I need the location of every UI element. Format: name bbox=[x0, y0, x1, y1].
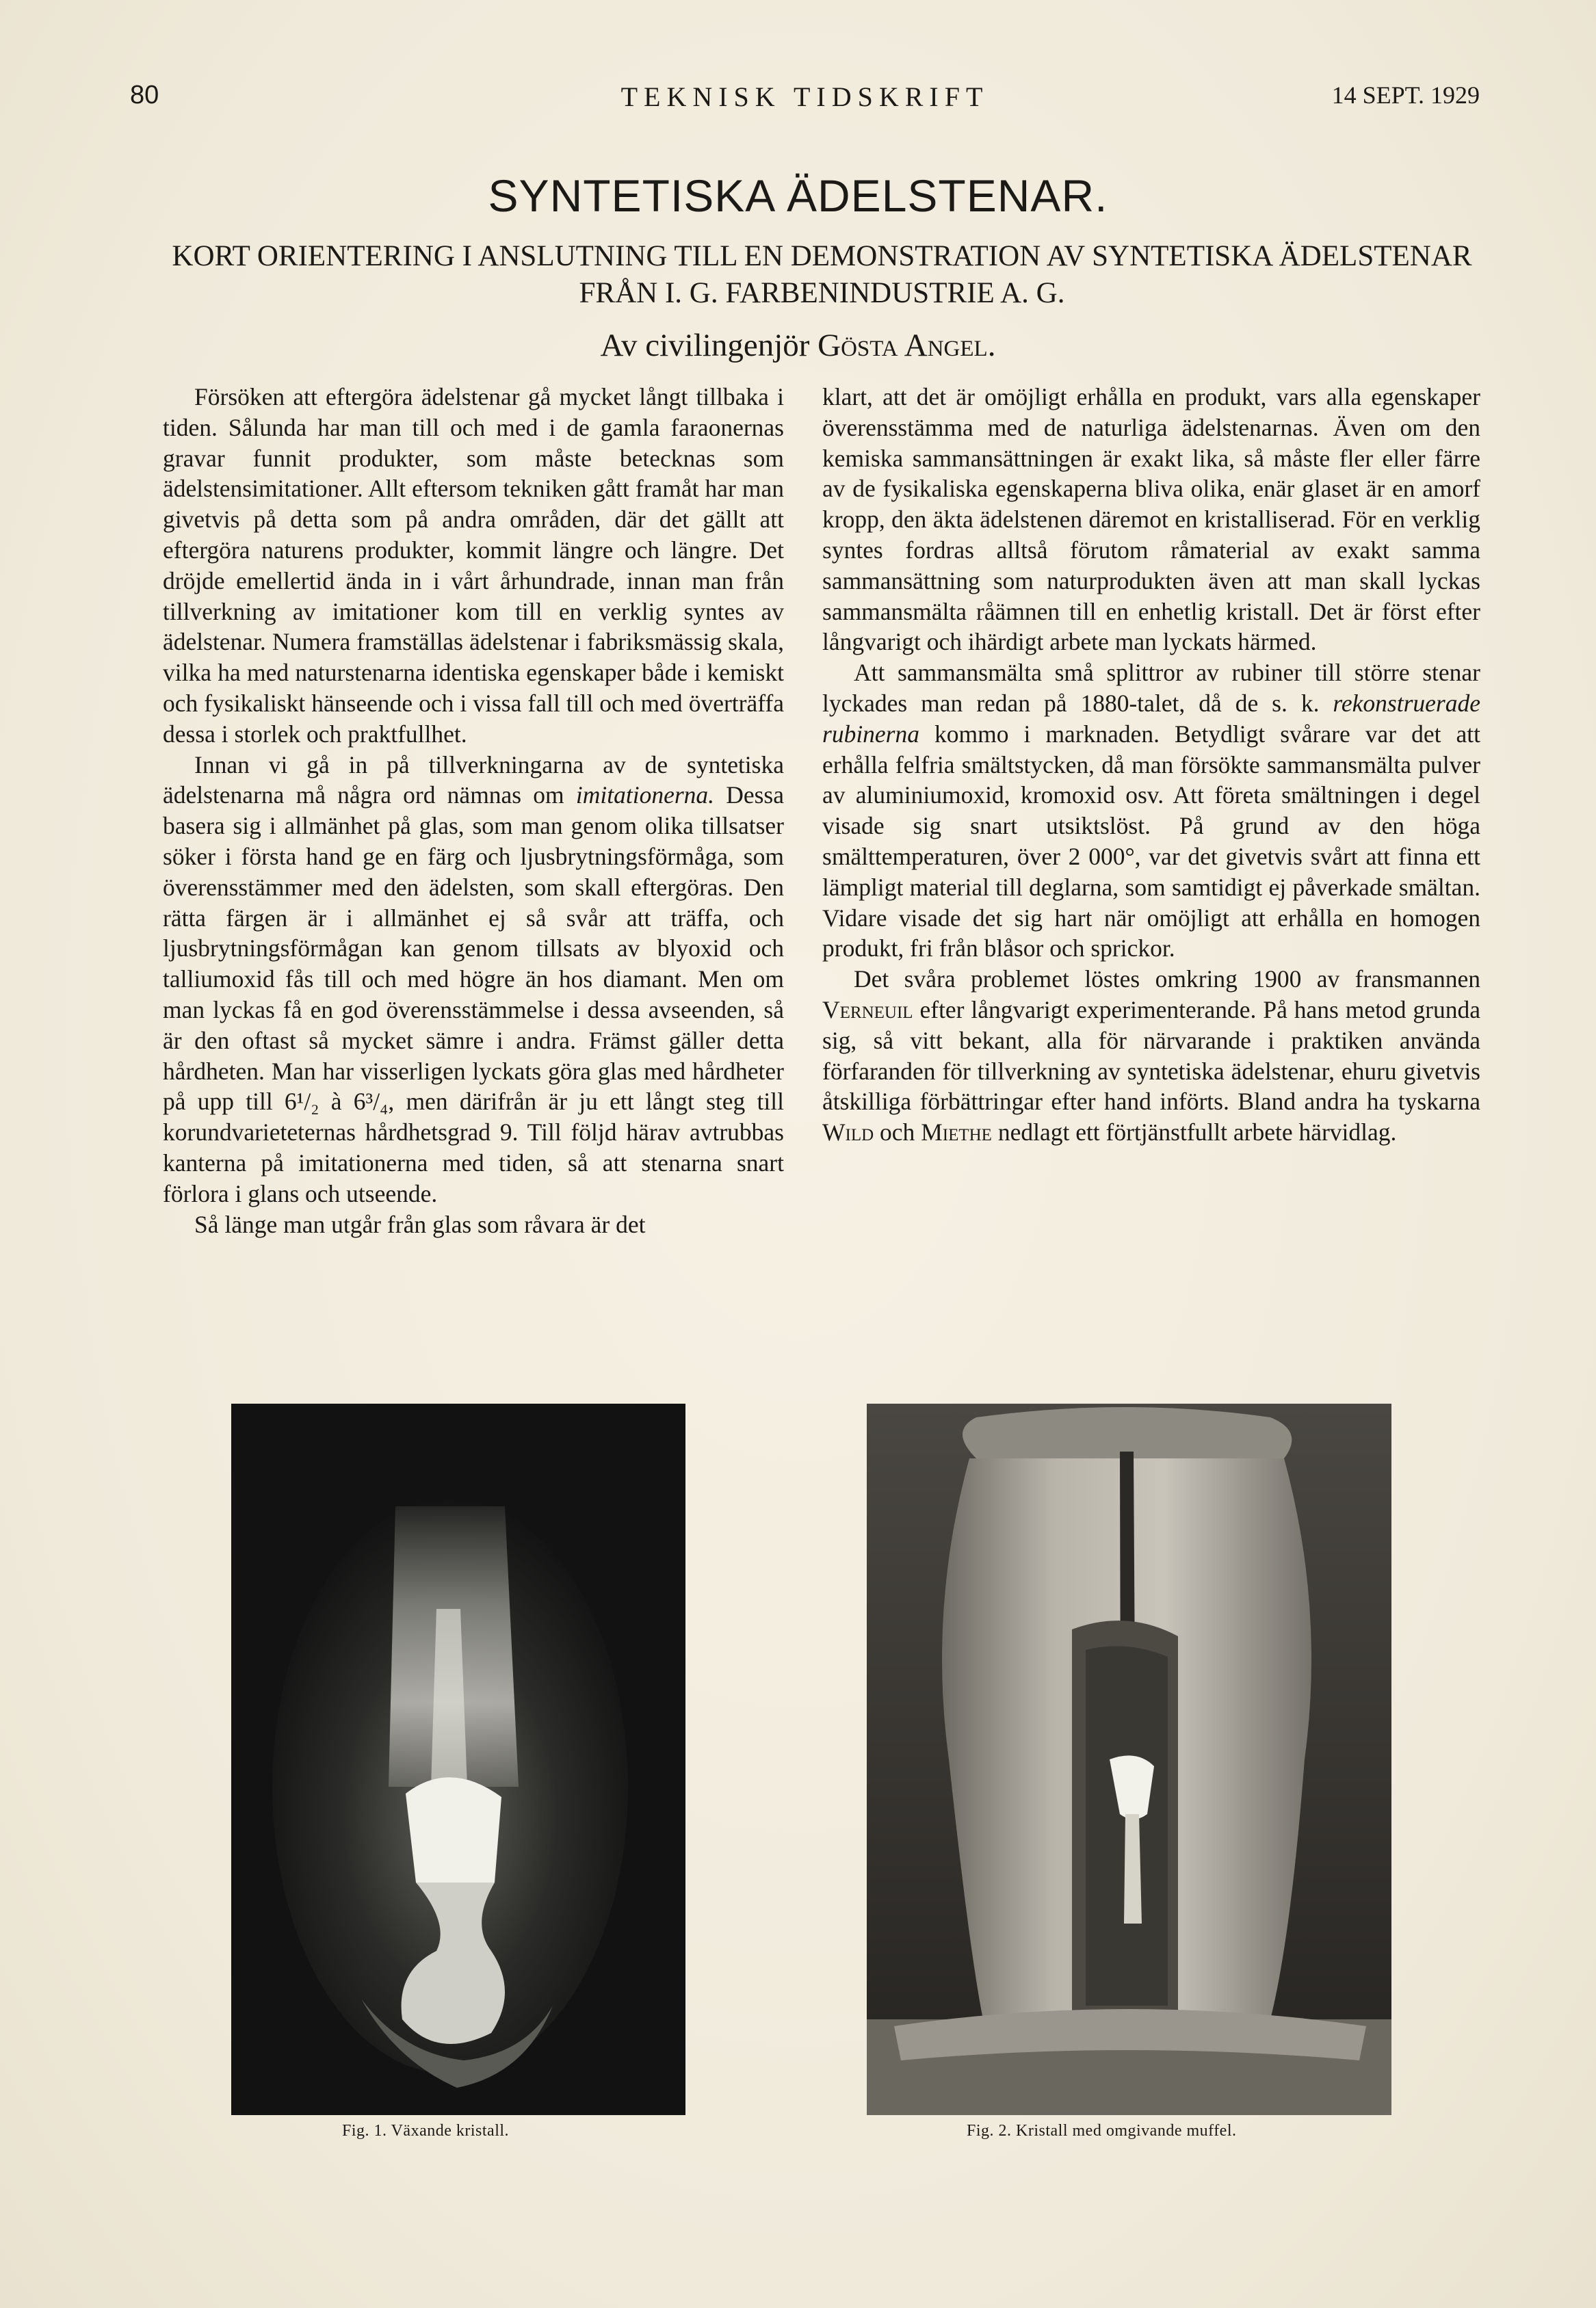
paragraph: klart, att det är omöjligt erhålla en produkt, vars alla egenskaper överensstämma med de naturliga ädelstenarnas. Även om den kemiska sammansättningen är exakt lika, så måste fler eller färre av de fysikaliska egenskaperna bliva olika, enär glaset är en amorf kropp, den äkta ädelstenen däremot en kristalliserad. För en verklig syntes fordras alltså förutom råmaterial av exakt samma sammansättning som naturprodukten även att man skall lyckas sammansmälta råämnen till en enhetlig kristall. Det är först efter långvarigt och ihärdigt arbete man lyckats härmed. bbox=[822, 383, 1480, 656]
article-subtitle: KORT ORIENTERING I ANSLUTNING TILL EN DEMONSTRATION AV SYNTETISKA ÄDELSTENAR FRÅN I. G. FARBENINDUSTRIE A. G. bbox=[172, 240, 1472, 309]
person-name: Wild bbox=[822, 1118, 874, 1146]
right-column bbox=[822, 382, 1480, 1148]
left-column bbox=[163, 382, 784, 1240]
paragraph: Att sammansmälta små splittror av rubiner till större stenar lyckades man redan på 1880-talet, då de s. k. rekonstruerade rubinerna kommo i marknaden. Betydligt svårare var det att erhålla felfria smältstycken, då man försökte sammansmälta pulver av aluminiumoxid, kromoxid osv. Att företa smältningen i degel visade sig snart utsiktslöst. På grund av den höga smälttemperaturen, över 2 000°, var det givetvis svårt att finna ett lämpligt material till deglarna, som samtidigt ej påverkade smältan. Vidare visade det sig hart när omöjligt att erhålla en homogen produkt, fri från blåsor och sprickor. bbox=[822, 659, 1480, 962]
issue-date bbox=[1332, 81, 1480, 109]
figure-growing-crystal-photo bbox=[231, 1404, 685, 2115]
figure-caption: Fig. 2. Kristall med omgivande muffel. bbox=[967, 2122, 1237, 2140]
paragraph: Det svåra problemet löstes omkring 1900 av fransmannen Verneuil efter långvarigt experimenterande. På hans metod grunda sig, så vitt bekant, alla för närvarande i praktiken använda förfaranden för tillverkning av syntetiska ädelstenar, ehuru givetvis åtskilliga förbättringar efter hand införts. Bland andra ha tyskarna Wild och Miethe nedlagt ett förtjänstfullt arbete härvidlag. bbox=[822, 965, 1480, 1146]
muffle-photo-illustration bbox=[867, 1404, 1391, 2115]
date-day: 14 bbox=[1331, 81, 1357, 109]
emphasis: imitationerna. bbox=[575, 781, 715, 809]
byline-prefix: Av civilingenjör bbox=[600, 328, 810, 363]
person-name: Miethe bbox=[921, 1118, 992, 1146]
crystal-photo-illustration bbox=[231, 1404, 685, 2115]
article-title: SYNTETISKA ÄDELSTENAR. bbox=[488, 170, 1108, 221]
date-month: SEPT. bbox=[1362, 81, 1424, 109]
emphasis: rekonstruerade rubinerna bbox=[822, 689, 1480, 748]
figure-caption: Fig. 1. Växande kristall. bbox=[342, 2122, 510, 2140]
date-year: 1929 bbox=[1430, 81, 1480, 109]
page-header bbox=[130, 81, 1480, 122]
person-name: Verneuil bbox=[822, 995, 913, 1023]
figure-crystal-muffle-photo bbox=[867, 1404, 1391, 2115]
byline bbox=[0, 327, 1596, 364]
page-number: 80 bbox=[130, 81, 159, 109]
paragraph: Innan vi gå in på tillverkningarna av de syntetiska ädelstenarna må några ord nämnas om imitationerna. Dessa basera sig i allmänhet på glas, som man genom olika tillsatser söker i första hand ge en färg och ljusbrytningsförmåga, som överensstämmer med den ädelsten, som skall eftergöras. Den rätta färgen är i allmänhet ej så svår att träffa, och ljusbrytningsförmågan kan genom tillsats av blyoxid och talliumoxid fås till och med högre än hos diamant. Men om man lyckas få en god överensstämmelse i dessa avseenden, så är den oftast så mycket sämre i andra. Främst gäller detta hårdheten. Man har visserligen lyckats göra glas med hårdheter på upp till 6¹/₂ à 6³/₄, men därifrån är ju ett långt steg till korundvarieteternas hårdhetsgrad 9. Till följd härav avtrubbas kanterna på imitationerna med tiden, så att stenarna snart förlora i glans och utseende. bbox=[163, 750, 785, 1207]
paragraph: Så länge man utgår från glas som råvara är det bbox=[194, 1210, 646, 1238]
paragraph: Försöken att eftergöra ädelstenar gå mycket långt tillbaka i tiden. Sålunda har man till och med i de gamla faraonernas gravar funnit produkter, som måste betecknas som ädelstensimitationer. Allt eftersom tekniken gått framåt har man givetvis på detta som på andra områden, där det gällt att eftergöra naturens produkter, kommit längre och längre. Det dröjde emellertid ända in i vårt århundrade, innan man från tillverkning av imitationer kom till en verklig syntes av ädelstenar. Numera framställas ädelstenar i fabriksmässig skala, vilka ha med naturstenarna identiska egenskaper både i kemiskt och fysikaliskt hänseende och i vissa fall till och med överträffa dessa i storlek och praktfullhet. bbox=[163, 383, 784, 748]
author-name: Gösta Angel. bbox=[817, 328, 996, 363]
journal-name: TEKNISK TIDSKRIFT bbox=[620, 81, 989, 112]
